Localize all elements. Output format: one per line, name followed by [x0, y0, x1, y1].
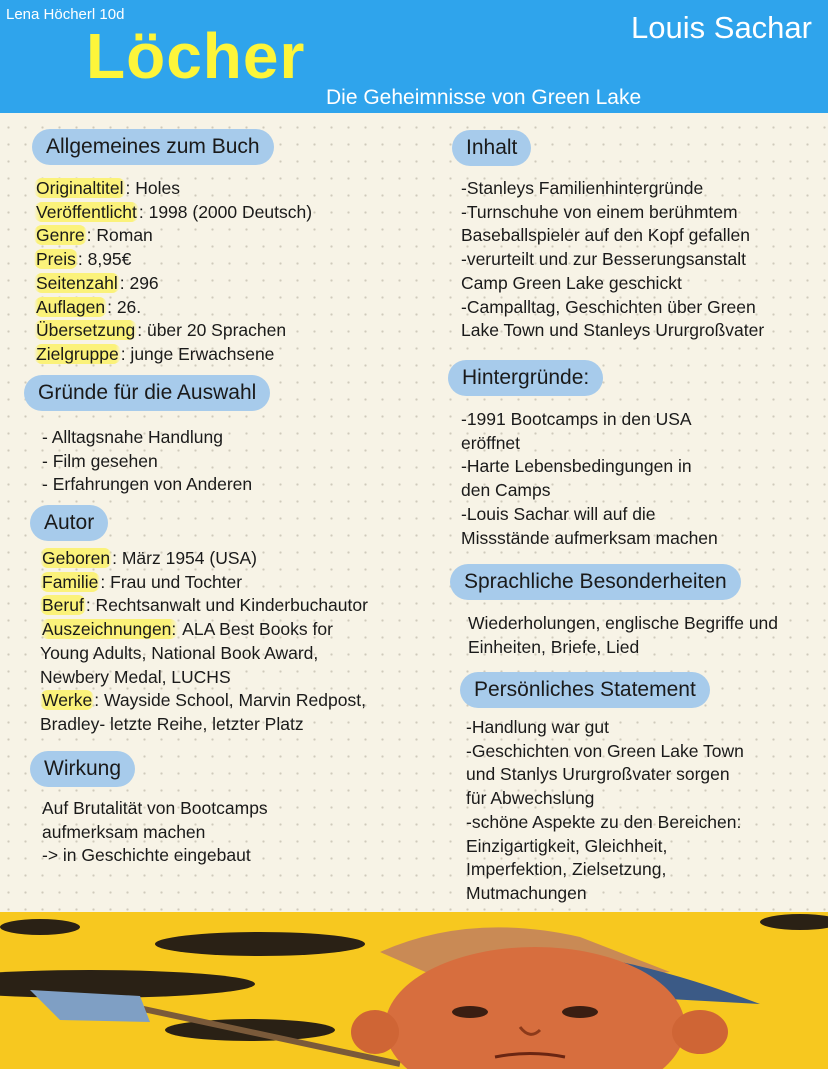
info-label: Preis — [36, 249, 76, 270]
cover-illustration — [0, 912, 828, 1069]
info-value: : 8,95€ — [77, 249, 132, 270]
info-value: : Frau und Tochter — [100, 571, 243, 592]
text-line: -Louis Sachar will auf die — [461, 503, 656, 524]
book-subtitle: Die Geheimnisse von Green Lake — [326, 86, 642, 109]
section-heading-reasons: Gründe für die Auswahl — [24, 375, 270, 411]
text-line: für Abwechslung — [466, 788, 595, 809]
info-value: : 26. — [107, 296, 142, 317]
list-item — [40, 571, 368, 595]
info-value: : März 1954 (USA) — [112, 548, 258, 568]
section-heading-general: Allgemeines zum Buch — [32, 129, 274, 165]
text-line: -schöne Aspekte zu den Bereichen: — [466, 811, 742, 832]
text-line: -Campalltag, Geschichten über Green — [461, 296, 756, 317]
info-value: : Rechtsanwalt und Kinderbuchautor — [85, 595, 368, 616]
list-item — [40, 547, 368, 571]
section-heading-author: Autor — [30, 505, 108, 541]
text-line: Einheiten, Briefe, Lied — [468, 636, 640, 657]
list-item — [34, 272, 312, 296]
general-info-list — [34, 177, 312, 367]
text-line: -verurteilt und zur Besserungsanstalt — [461, 249, 746, 270]
info-value: : Roman — [86, 225, 153, 246]
text-line: -> in Geschichte eingebaut — [42, 845, 251, 866]
header-banner — [0, 0, 828, 113]
info-value: ALA Best Books for — [178, 619, 333, 640]
list-item — [34, 177, 312, 201]
info-label: Übersetzung — [36, 320, 136, 341]
list-item: - Alltagsnahe Handlung — [42, 427, 223, 447]
text-line: -Turnschuhe von einem berühmtem — [461, 201, 738, 222]
content-text — [461, 177, 764, 343]
list-item: Bradley- letzte Reihe, letzter Platz — [40, 713, 304, 734]
list-item — [34, 319, 312, 343]
section-heading-background: Hintergründe: — [448, 360, 603, 396]
section-heading-effect: Wirkung — [30, 751, 135, 787]
book-title: Löcher — [86, 20, 306, 92]
reasons-list — [42, 426, 252, 497]
text-line: und Stanlys Ururgroßvater sorgen — [466, 764, 730, 785]
info-value: : über 20 Sprachen — [137, 320, 287, 341]
info-value: : 296 — [119, 272, 159, 293]
info-label: Auszeichnungen: — [42, 619, 177, 640]
list-item: Young Adults, National Book Award, — [40, 642, 319, 663]
list-item: - Erfahrungen von Anderen — [42, 474, 253, 495]
info-label: Genre — [36, 225, 85, 246]
text-line: aufmerksam machen — [42, 821, 206, 842]
section-heading-language: Sprachliche Besonderheiten — [450, 564, 741, 600]
info-label: Seitenzahl — [36, 272, 118, 293]
info-value: : Wayside School, Marvin Redpost, — [94, 690, 366, 711]
background-text — [461, 408, 718, 550]
list-item — [40, 594, 368, 618]
text-line: Baseballspieler auf den Kopf gefallen — [461, 225, 750, 246]
text-line: -Stanleys Familienhintergründe — [461, 178, 704, 198]
info-label: Geboren — [42, 548, 111, 568]
text-line: eröffnet — [461, 432, 521, 453]
list-item — [34, 343, 312, 367]
info-value: : 1998 (2000 Deutsch) — [138, 201, 313, 222]
list-item — [40, 618, 368, 642]
effect-text — [42, 797, 268, 868]
info-label: Familie — [42, 571, 99, 592]
list-item — [34, 224, 312, 248]
language-text — [468, 612, 778, 659]
cover-illustration-drawing — [0, 912, 828, 1069]
text-line: -Handlung war gut — [466, 717, 609, 737]
statement-text — [466, 716, 744, 906]
info-value: : Holes — [125, 178, 181, 198]
info-label: Veröffentlicht — [36, 201, 137, 222]
text-line: den Camps — [461, 480, 551, 501]
author-info-list — [40, 547, 368, 737]
text-line: -Harte Lebensbedingungen in — [461, 456, 692, 477]
section-heading-statement: Persönliches Statement — [460, 672, 710, 708]
info-label: Zielgruppe — [36, 343, 119, 364]
list-item: - Film gesehen — [42, 450, 158, 471]
section-heading-content: Inhalt — [452, 130, 531, 166]
info-label: Originaltitel — [36, 178, 124, 198]
info-label: Beruf — [42, 595, 84, 616]
text-line: Camp Green Lake geschickt — [461, 272, 682, 293]
list-item — [34, 248, 312, 272]
info-label: Werke — [42, 690, 93, 711]
text-line: Auf Brutalität von Bootcamps — [42, 798, 268, 818]
text-line: Einzigartigkeit, Gleichheit, — [466, 835, 668, 856]
list-item — [34, 201, 312, 225]
student-name: Lena Höcherl 10d — [6, 6, 125, 23]
text-line: Missstände aufmerksam machen — [461, 527, 718, 548]
text-line: Mutmachungen — [466, 882, 587, 903]
text-line: -1991 Bootcamps in den USA — [461, 409, 692, 429]
info-label: Auflagen — [36, 296, 106, 317]
info-value: : junge Erwachsene — [120, 343, 275, 364]
author-name: Louis Sachar — [631, 10, 812, 45]
text-line: -Geschichten von Green Lake Town — [466, 740, 744, 761]
list-item — [34, 296, 312, 320]
list-item: Newbery Medal, LUCHS — [40, 666, 231, 687]
text-line: Imperfektion, Zielsetzung, — [466, 859, 667, 880]
text-line: Lake Town und Stanleys Ururgroßvater — [461, 320, 765, 341]
text-line: Wiederholungen, englische Begriffe und — [468, 613, 779, 633]
list-item — [40, 689, 368, 713]
